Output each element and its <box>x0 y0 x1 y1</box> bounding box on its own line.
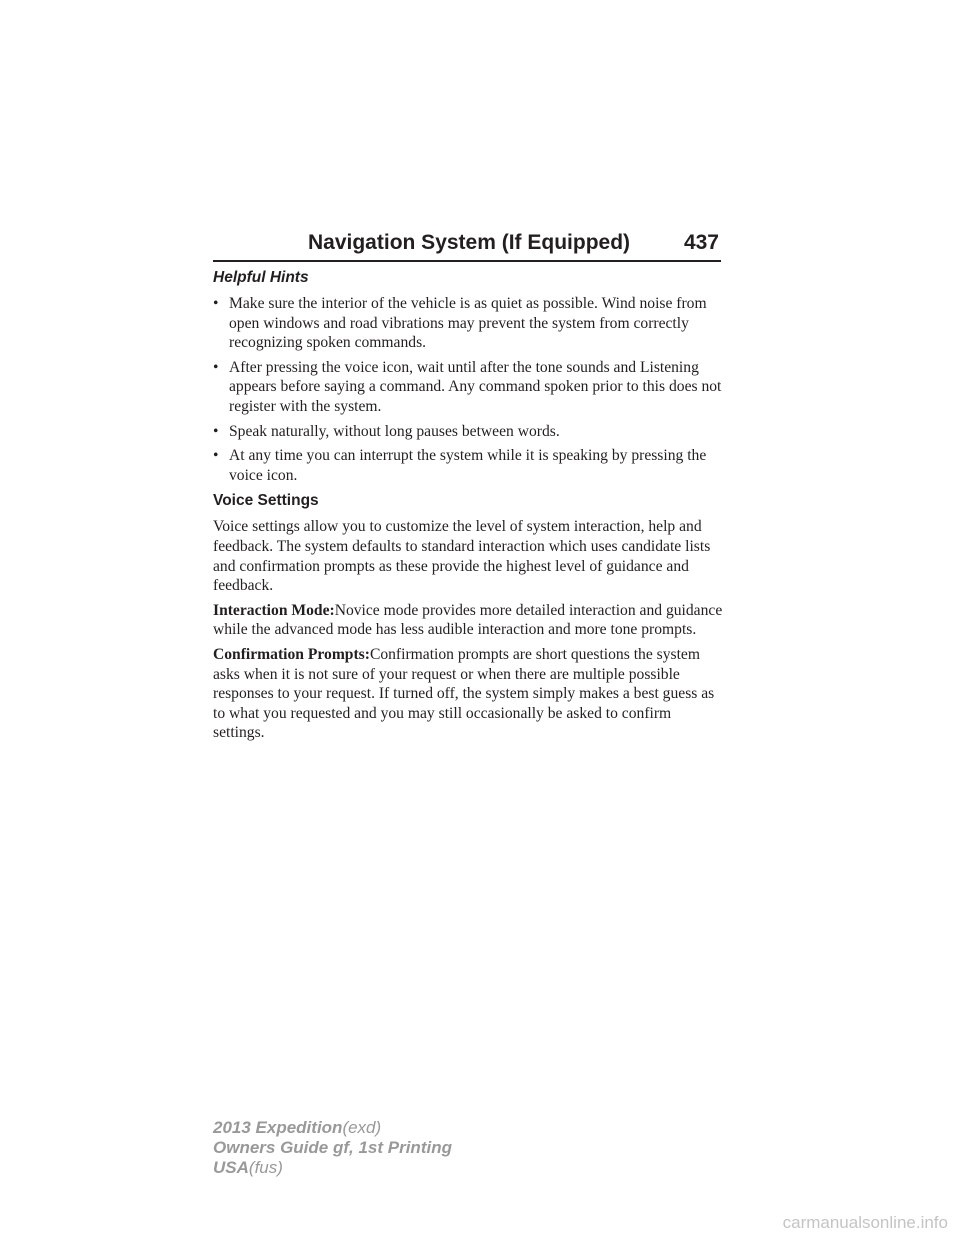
footer-market: USA <box>213 1158 249 1177</box>
bullet-icon: • <box>213 295 219 312</box>
helpful-hints-list <box>213 294 723 485</box>
list-item <box>213 358 723 417</box>
footer-line-2: Owners Guide gf, 1st Printing <box>213 1138 452 1157</box>
voice-settings-intro: Voice settings allow you to customize the level of system interaction, help and feedback. The system defaults to standard interaction which uses candidate lists and confirmation prompts as these provide the highest level of guidance and feedback. <box>213 518 711 595</box>
list-item-text: After pressing the voice icon, wait until after the tone sounds and Listening appears before saying a command. Any command spoken prior to this does not register with the system. <box>229 358 722 415</box>
confirmation-prompts-paragraph <box>213 645 723 743</box>
bullet-icon: • <box>213 422 219 440</box>
footer-model: 2013 Expedition <box>213 1118 343 1137</box>
helpful-hints-heading: Helpful Hints <box>213 269 309 286</box>
header-rule <box>213 260 721 262</box>
confirmation-prompts-text: Confirmation prompts are short questions the system asks when it is not sure of your request or when there are multiple possible responses to your request. If turned off, the system simply makes a best guess as to what you requested and you may still occasionally be asked to confirm settings. <box>213 645 715 742</box>
section-title: Navigation System (If Equipped) <box>308 231 631 254</box>
footer-line-3 <box>213 1158 452 1178</box>
interaction-mode-paragraph <box>213 601 723 640</box>
print-footer <box>213 1118 452 1178</box>
list-item-text: At any time you can interrupt the system while it is speaking by pressing the voice icon. <box>229 447 707 484</box>
list-item <box>213 446 723 485</box>
list-item <box>213 294 723 353</box>
list-item-text: Speak naturally, without long pauses between words. <box>229 422 560 440</box>
site-watermark: carmanualsonline.info <box>782 1213 948 1232</box>
interaction-mode-text: Novice mode provides more detailed interaction and guidance while the advanced mode has less audible interaction and more tone prompts. <box>213 601 723 639</box>
page-body <box>213 268 723 748</box>
confirmation-prompts-term: Confirmation Prompts: <box>213 645 370 663</box>
bullet-icon: • <box>213 358 219 376</box>
footer-model-code: (exd) <box>342 1118 382 1137</box>
interaction-mode-term: Interaction Mode: <box>213 601 335 619</box>
page-header <box>213 228 721 262</box>
footer-market-code: (fus) <box>248 1158 283 1177</box>
list-item <box>213 422 723 442</box>
list-item-text: Make sure the interior of the vehicle is as quiet as possible. Wind noise from open windows and road vibrations may prevent the system from correctly recognizing spoken commands. <box>229 295 707 352</box>
page-number: 437 <box>683 231 719 254</box>
voice-settings-heading: Voice Settings <box>213 492 319 510</box>
bullet-icon: • <box>213 447 219 465</box>
footer-line-1 <box>213 1118 452 1138</box>
